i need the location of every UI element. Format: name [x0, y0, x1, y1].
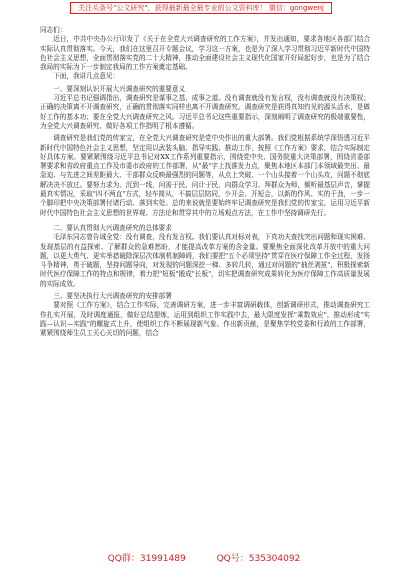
header-banner: 关注头条号"公文研究"，获得最新最全最专业的公文资料库！ 微信：gongwenj [70, 2, 332, 14]
paragraph-points: 下面，我讲几点意见： [53, 72, 120, 81]
document-body [40, 26, 370, 339]
footer [0, 551, 408, 565]
paragraph-section3: 要对照《工作方案》，结合工作实际，完善调研方案，进一步丰富调研载体，创新调研形式，推动调查研究工作扎实开展，及时调度通报，做好总结提炼，运用到组织工作实践中去，最大限度发挥"乘数效应"，推动形成"实践—认识—实践"的螺旋式上升，使组织工作不断展现新气象、作出新贡献，是聚焦学校党委和行政的工作部署，紧紧围绕师生员工关心关切的问题，结合 [40, 301, 370, 338]
footer-qq-number: QQ号：535304092 [216, 554, 301, 564]
section-heading-3: 三、要坚决执行大兴调查研究的安排部署 [53, 292, 172, 301]
section-heading-1: 一、要深刻认识开展大兴调查研究的重要意义 [53, 84, 186, 93]
paragraph-section1-a: 习近平总书记强调指出，调查研究是谋事之基、成事之道。没有调查就没有发言权，没有调查就没有决策权；正确的决策离不开调查研究，正确的贯彻落实同样也离不开调查研究。调查研究是获得真知灼见的源头活水，是做好工作的基本功；要在全党大兴调查研究之风。习近平总书记这些重要指示，深刻阐明了调查研究的极端重要性，为全党大兴调查研究、做好各项工作指明了根本遵循。 [40, 94, 370, 130]
section-heading-2: 二、要认真贯彻大兴调查研究的总体要求 [53, 223, 172, 232]
footer-qq-group: QQ群：31991489 [107, 554, 186, 564]
paragraph-section2: 毛泽东同志曾告诫全党：没有调查，没有发言权。我们要认真对标对表，下真功夫查找突出问题和现实困难、发现基层的有益探索、了解群众的急难愁盼，才能提高改革方案的含金量。要聚焦全面深化改革开放中的重大问题，以更大勇气、更实举措破除深层次体制机制障碍，我们要把"五个必须坚持"贯穿在医疗保障工作全过程，发扬斗争精神，勇于破题，坚持问题导向，对发现的问题深挖一梯、多转几转，通过对问题的"抽丝剥茧"，积极探索新时代医疗保障工作的特点和规律，着力把"短板"锻成"长板"，切实把调查研究成果转化为医疗保障工作高质量发展的实际成效。 [40, 233, 370, 288]
paragraph-intro: 近日，中共中央办公厅印发了《关于在全党大兴调查研究的工作方案》，并发出通知，要求各地区各部门结合实际认真贯彻落实。今天，我们在这里召开专题会议，学习这一方案，也是为了深入学习贯彻习近平新时代中国特色社会主义思想，全面贯彻落实党的二十大精神，推动全面建设社会主义现代化国家开好局起好步，也是为了结合我局的实际为下一步制定我局的工作方案奠定基础。 [40, 35, 370, 72]
greeting: 同志们： [40, 26, 67, 34]
paragraph-section1-b: 调查研究是我们党的传家宝，在全党大兴调查研究是党中央作出的重大部署。我们党根据系统学深悟透习近平新时代中国特色社会主义思想，坚定用以武装头脑、指导实践、推动工作，按照《工作方案》要求，结合实际制定好具体方案。要紧紧围绕习近平总书记对XX工作系列重要指示，围绕党中央、国务院重大决策部署，围绕省委部署要求和省政府重点工作及市委市政府的工作部署，从"最"字上找准发力点，聚焦本地区本部门本领域最突出、最急迫、与先进之间差距最大、干部群众反映最强烈的问题等，从点上突破、一个山头接着一个山头攻，问题不彻底解决决不放过。要努力求为、沉到一线，问需于民、问计于民，向群众学习、拜群众为师，倾听最基层声音，掌握最真实情况，采取"四不两直"方式，轻车简从，不搞层层陪同，少开会、开短会，以新的作风、实的干劲，一步一个脚印把中央决策部署付诸行动、落到实处。总的来说就是要始终牢记调查研究是我们党的传家宝，运用习近平新时代中国特色社会主义思想的世界观、方法论和贯穿其中的立场观点方法，在工作中坚持调研先行。 [40, 134, 370, 217]
